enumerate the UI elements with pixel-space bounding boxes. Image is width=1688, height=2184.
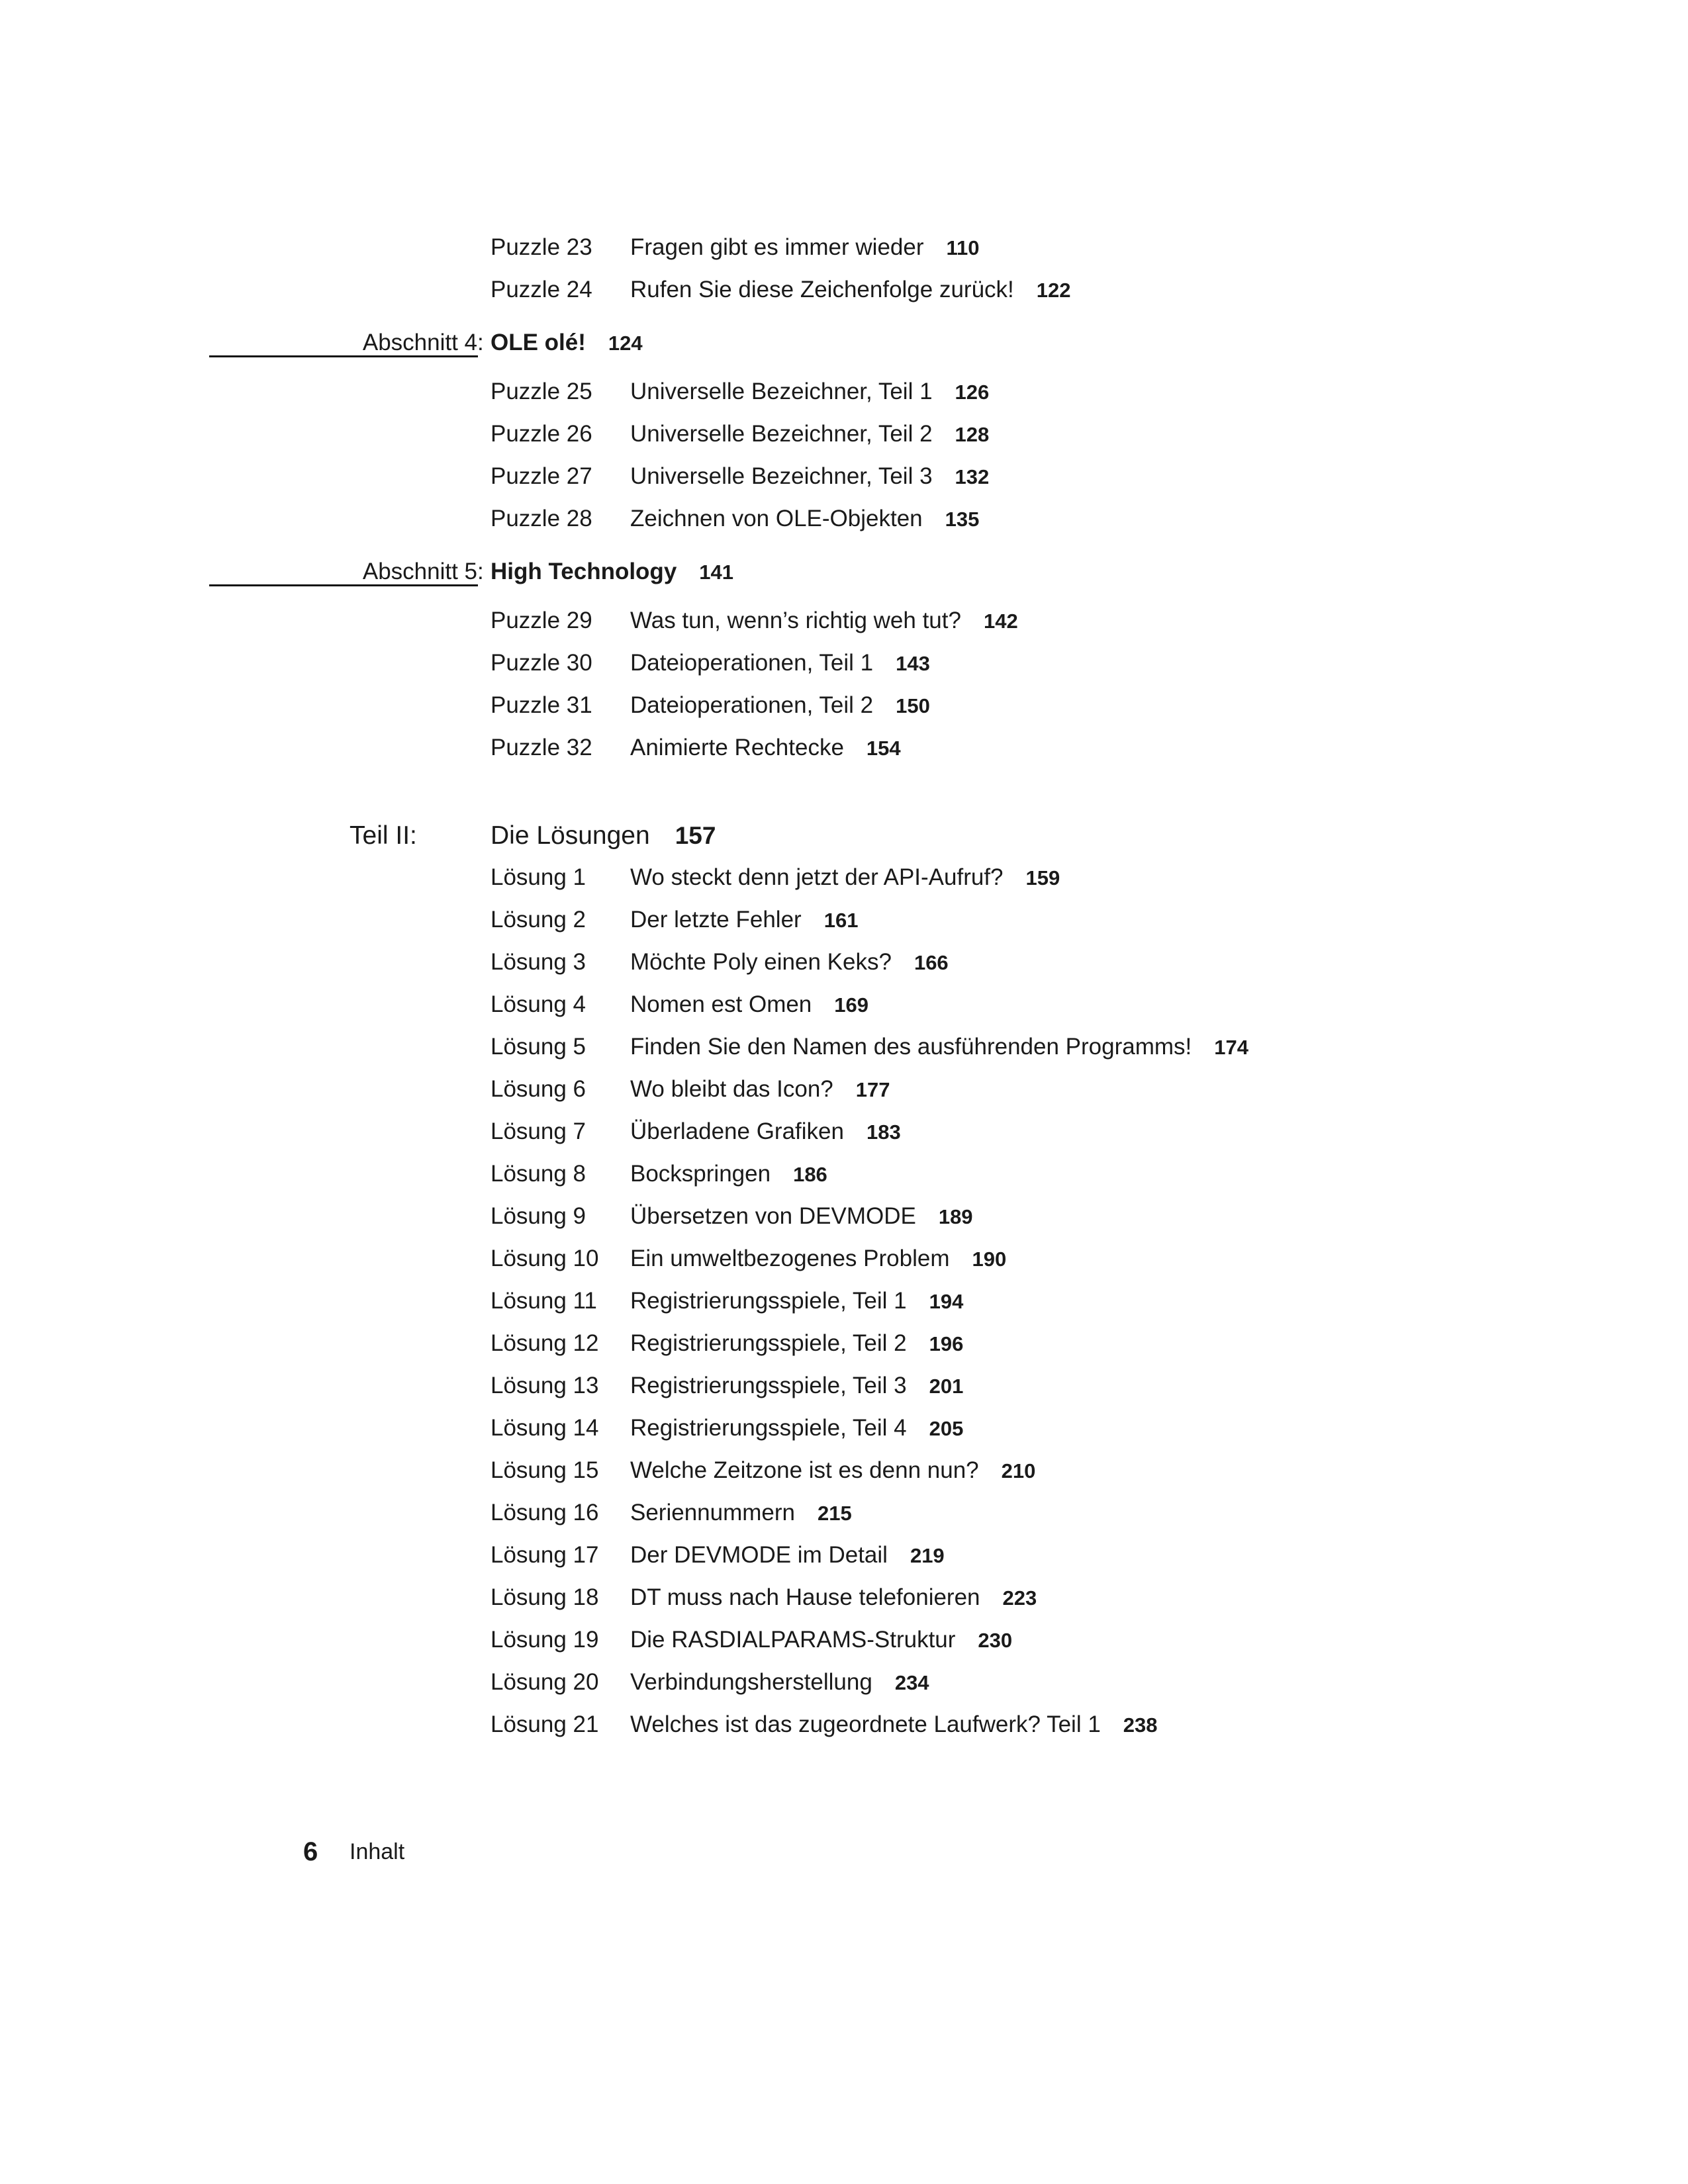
entry-title: Dateioperationen, Teil 2 xyxy=(630,692,874,718)
entry-title: Überladene Grafiken xyxy=(630,1118,844,1144)
entry-page-number: 159 xyxy=(1025,866,1060,889)
entry-label: Lösung 6 xyxy=(491,1076,586,1102)
entry-page-number: 194 xyxy=(929,1290,964,1313)
toc-entry xyxy=(0,1578,1688,1617)
entry-title: DT muss nach Hause telefonieren xyxy=(630,1584,980,1610)
entry-title-group xyxy=(630,457,989,497)
section-title: OLE olé! xyxy=(491,330,586,355)
entry-page-number: 205 xyxy=(929,1417,964,1440)
entry-page-number: 219 xyxy=(910,1544,945,1567)
toc-entry xyxy=(0,900,1688,940)
toc-entry xyxy=(0,499,1688,539)
entry-title-group xyxy=(630,900,858,940)
entry-page-number: 132 xyxy=(955,465,990,488)
toc-entry xyxy=(0,457,1688,496)
entry-title-group xyxy=(630,372,989,412)
entry-page-number: 174 xyxy=(1214,1036,1248,1059)
entry-title-group xyxy=(630,1366,963,1406)
entry-title-group xyxy=(630,858,1060,898)
entry-title-group xyxy=(630,601,1018,641)
toc-entry xyxy=(0,601,1688,641)
entry-title: Fragen gibt es immer wieder xyxy=(630,234,924,260)
entry-label: Lösung 3 xyxy=(491,949,586,975)
toc-entry xyxy=(0,270,1688,310)
toc-entry xyxy=(0,1493,1688,1533)
entry-label: Puzzle 28 xyxy=(491,506,592,531)
entry-title: Zeichnen von OLE-Objekten xyxy=(630,506,923,531)
entry-label: Puzzle 27 xyxy=(491,463,592,489)
entry-title: Registrierungsspiele, Teil 4 xyxy=(630,1415,907,1441)
section-title-group xyxy=(491,551,733,593)
entry-title-group xyxy=(630,1662,929,1703)
toc-entry xyxy=(0,1408,1688,1448)
entry-title: Was tun, wenn’s richtig weh tut? xyxy=(630,608,961,633)
entry-label: Lösung 2 xyxy=(491,907,586,933)
entry-page-number: 238 xyxy=(1123,1713,1158,1737)
toc-entry xyxy=(0,942,1688,982)
entry-page-number: 128 xyxy=(955,423,990,446)
entry-label: Lösung 20 xyxy=(491,1669,599,1695)
section-title-group xyxy=(491,322,643,364)
entry-title-group xyxy=(630,228,980,268)
entry-label: Lösung 7 xyxy=(491,1118,586,1144)
toc-entry xyxy=(0,1705,1688,1745)
entry-page-number: 234 xyxy=(894,1671,929,1694)
entry-title: Übersetzen von DEVMODE xyxy=(630,1203,916,1229)
entry-title-group xyxy=(630,1281,963,1322)
entry-label: Puzzle 29 xyxy=(491,608,592,633)
entry-label: Puzzle 31 xyxy=(491,692,592,718)
toc-entry xyxy=(0,858,1688,897)
entry-title-group xyxy=(630,985,868,1025)
page-footer xyxy=(0,1829,1688,1875)
entry-title: Dateioperationen, Teil 1 xyxy=(630,650,874,676)
toc-entry xyxy=(0,1239,1688,1279)
toc-entry xyxy=(0,228,1688,267)
entry-page-number: 190 xyxy=(972,1248,1007,1271)
entry-page-number: 183 xyxy=(866,1120,901,1144)
entry-page-number: 126 xyxy=(955,381,990,404)
entry-label: Lösung 14 xyxy=(491,1415,599,1441)
section-page-number: 124 xyxy=(608,332,643,355)
entry-label: Lösung 12 xyxy=(491,1330,599,1356)
entry-title: Universelle Bezeichner, Teil 2 xyxy=(630,421,933,447)
entry-label: Puzzle 32 xyxy=(491,735,592,760)
entry-title-group xyxy=(630,1451,1035,1491)
entry-label: Puzzle 24 xyxy=(491,277,592,302)
entry-label: Lösung 17 xyxy=(491,1542,599,1568)
entry-page-number: 201 xyxy=(929,1375,964,1398)
toc-entry xyxy=(0,1197,1688,1236)
entry-title: Ein umweltbezogenes Problem xyxy=(630,1246,950,1271)
entry-title-group xyxy=(630,1408,963,1449)
entry-label: Lösung 16 xyxy=(491,1500,599,1525)
entry-label: Lösung 13 xyxy=(491,1373,599,1398)
entry-page-number: 230 xyxy=(978,1629,1013,1652)
section-page-number: 141 xyxy=(699,561,734,584)
section-colon: : xyxy=(477,330,484,355)
footer-label: Inhalt xyxy=(350,1839,405,1864)
entry-title: Universelle Bezeichner, Teil 1 xyxy=(630,379,933,404)
toc-entry xyxy=(0,1069,1688,1109)
entry-title-group xyxy=(630,1535,945,1576)
section-label: Abschnitt 5 xyxy=(362,559,477,584)
entry-title: Animierte Rechtecke xyxy=(630,735,844,760)
entry-title: Bockspringen xyxy=(630,1161,771,1187)
entry-page-number: 177 xyxy=(855,1078,890,1101)
entry-page-number: 150 xyxy=(896,694,930,717)
entry-title-group xyxy=(630,1112,901,1152)
entry-page-number: 166 xyxy=(914,951,949,974)
toc-entry xyxy=(0,1366,1688,1406)
toc-entry xyxy=(0,1535,1688,1575)
entry-title-group xyxy=(630,1027,1248,1068)
toc-entry xyxy=(0,414,1688,454)
toc-entry xyxy=(0,1324,1688,1363)
entry-title: Registrierungsspiele, Teil 2 xyxy=(630,1330,907,1356)
part-title: Die Lösungen xyxy=(491,821,650,850)
entry-title-group xyxy=(630,643,930,684)
toc-entry xyxy=(0,1154,1688,1194)
entry-label: Lösung 9 xyxy=(491,1203,586,1229)
entry-page-number: 210 xyxy=(1001,1459,1036,1482)
entry-label: Lösung 1 xyxy=(491,864,586,890)
entry-label: Puzzle 25 xyxy=(491,379,592,404)
entry-title: Registrierungsspiele, Teil 1 xyxy=(630,1288,907,1314)
entry-page-number: 196 xyxy=(929,1332,964,1355)
entry-title: Welches ist das zugeordnete Laufwerk? Teil 1 xyxy=(630,1711,1101,1737)
toc-entry xyxy=(0,1112,1688,1152)
toc-entry xyxy=(0,728,1688,768)
entry-page-number: 186 xyxy=(793,1163,827,1186)
section-colon: : xyxy=(477,559,484,584)
entry-title-group xyxy=(630,1197,973,1237)
entry-label: Lösung 10 xyxy=(491,1246,599,1271)
entry-title-group xyxy=(630,686,930,726)
entry-page-number: 161 xyxy=(823,909,859,932)
entry-page-number: 110 xyxy=(946,236,980,259)
entry-title-group xyxy=(630,728,901,768)
entry-label: Lösung 15 xyxy=(491,1457,599,1483)
entry-page-number: 189 xyxy=(938,1205,973,1228)
entry-title-group xyxy=(630,1620,1012,1661)
entry-title: Universelle Bezeichner, Teil 3 xyxy=(630,463,933,489)
toc-entry xyxy=(0,1451,1688,1490)
entry-title: Welche Zeitzone ist es denn nun? xyxy=(630,1457,979,1483)
entry-label: Lösung 8 xyxy=(491,1161,586,1187)
entry-title: Nomen est Omen xyxy=(630,991,812,1017)
entry-title-group xyxy=(630,270,1071,310)
toc-entry xyxy=(0,1027,1688,1067)
entry-label: Puzzle 26 xyxy=(491,421,592,447)
toc-entry xyxy=(0,686,1688,725)
toc-entry xyxy=(0,985,1688,1024)
entry-title: Der letzte Fehler xyxy=(630,907,802,933)
entry-title-group xyxy=(630,942,949,983)
entry-title-group xyxy=(630,1578,1037,1618)
entry-label: Puzzle 23 xyxy=(491,234,592,260)
entry-page-number: 215 xyxy=(818,1502,852,1525)
entry-label: Lösung 4 xyxy=(491,991,586,1017)
entry-title-group xyxy=(630,1239,1006,1279)
section-heading xyxy=(0,322,1688,363)
entry-label: Lösung 19 xyxy=(491,1627,599,1653)
part-title-group xyxy=(491,814,716,858)
entry-title: Rufen Sie diese Zeichenfolge zurück! xyxy=(630,277,1014,302)
entry-title: Verbindungsherstellung xyxy=(630,1669,872,1695)
toc-entry xyxy=(0,1281,1688,1321)
section-title: High Technology xyxy=(491,559,677,584)
entry-page-number: 142 xyxy=(983,610,1018,633)
entry-title-group xyxy=(630,1069,890,1110)
part-label: Teil II: xyxy=(350,821,417,850)
entry-title: Möchte Poly einen Keks? xyxy=(630,949,892,975)
entry-label: Lösung 11 xyxy=(491,1288,597,1314)
entry-title: Finden Sie den Namen des ausführenden Programms! xyxy=(630,1034,1192,1060)
entry-title: Seriennummern xyxy=(630,1500,795,1525)
entry-page-number: 122 xyxy=(1036,279,1071,302)
entry-title-group xyxy=(630,499,979,539)
toc-entry xyxy=(0,372,1688,412)
entry-label: Lösung 21 xyxy=(491,1711,599,1737)
entry-title-group xyxy=(630,1154,827,1195)
entry-label: Lösung 5 xyxy=(491,1034,586,1060)
entry-title: Wo steckt denn jetzt der API-Aufruf? xyxy=(630,864,1004,890)
entry-page-number: 169 xyxy=(834,993,869,1017)
entry-title-group xyxy=(630,1324,963,1364)
entry-label: Puzzle 30 xyxy=(491,650,592,676)
entry-page-number: 135 xyxy=(945,508,980,531)
entry-title: Wo bleibt das Icon? xyxy=(630,1076,833,1102)
entry-title: Registrierungsspiele, Teil 3 xyxy=(630,1373,907,1398)
entry-title: Die RASDIALPARAMS-Struktur xyxy=(630,1627,956,1653)
entry-title-group xyxy=(630,414,989,455)
entry-title-group xyxy=(630,1705,1158,1745)
toc-entry xyxy=(0,643,1688,683)
section-heading xyxy=(0,551,1688,592)
section-label: Abschnitt 4 xyxy=(362,330,477,355)
toc-entry xyxy=(0,1662,1688,1702)
footer-page-number: 6 xyxy=(303,1837,318,1866)
part-page-number: 157 xyxy=(675,822,716,849)
entry-label: Lösung 18 xyxy=(491,1584,599,1610)
entry-page-number: 143 xyxy=(896,652,930,675)
toc-entry xyxy=(0,1620,1688,1660)
entry-page-number: 154 xyxy=(866,737,901,760)
entry-page-number: 223 xyxy=(1002,1586,1037,1610)
entry-title: Der DEVMODE im Detail xyxy=(630,1542,888,1568)
part-heading xyxy=(0,814,1688,858)
entry-title-group xyxy=(630,1493,852,1533)
